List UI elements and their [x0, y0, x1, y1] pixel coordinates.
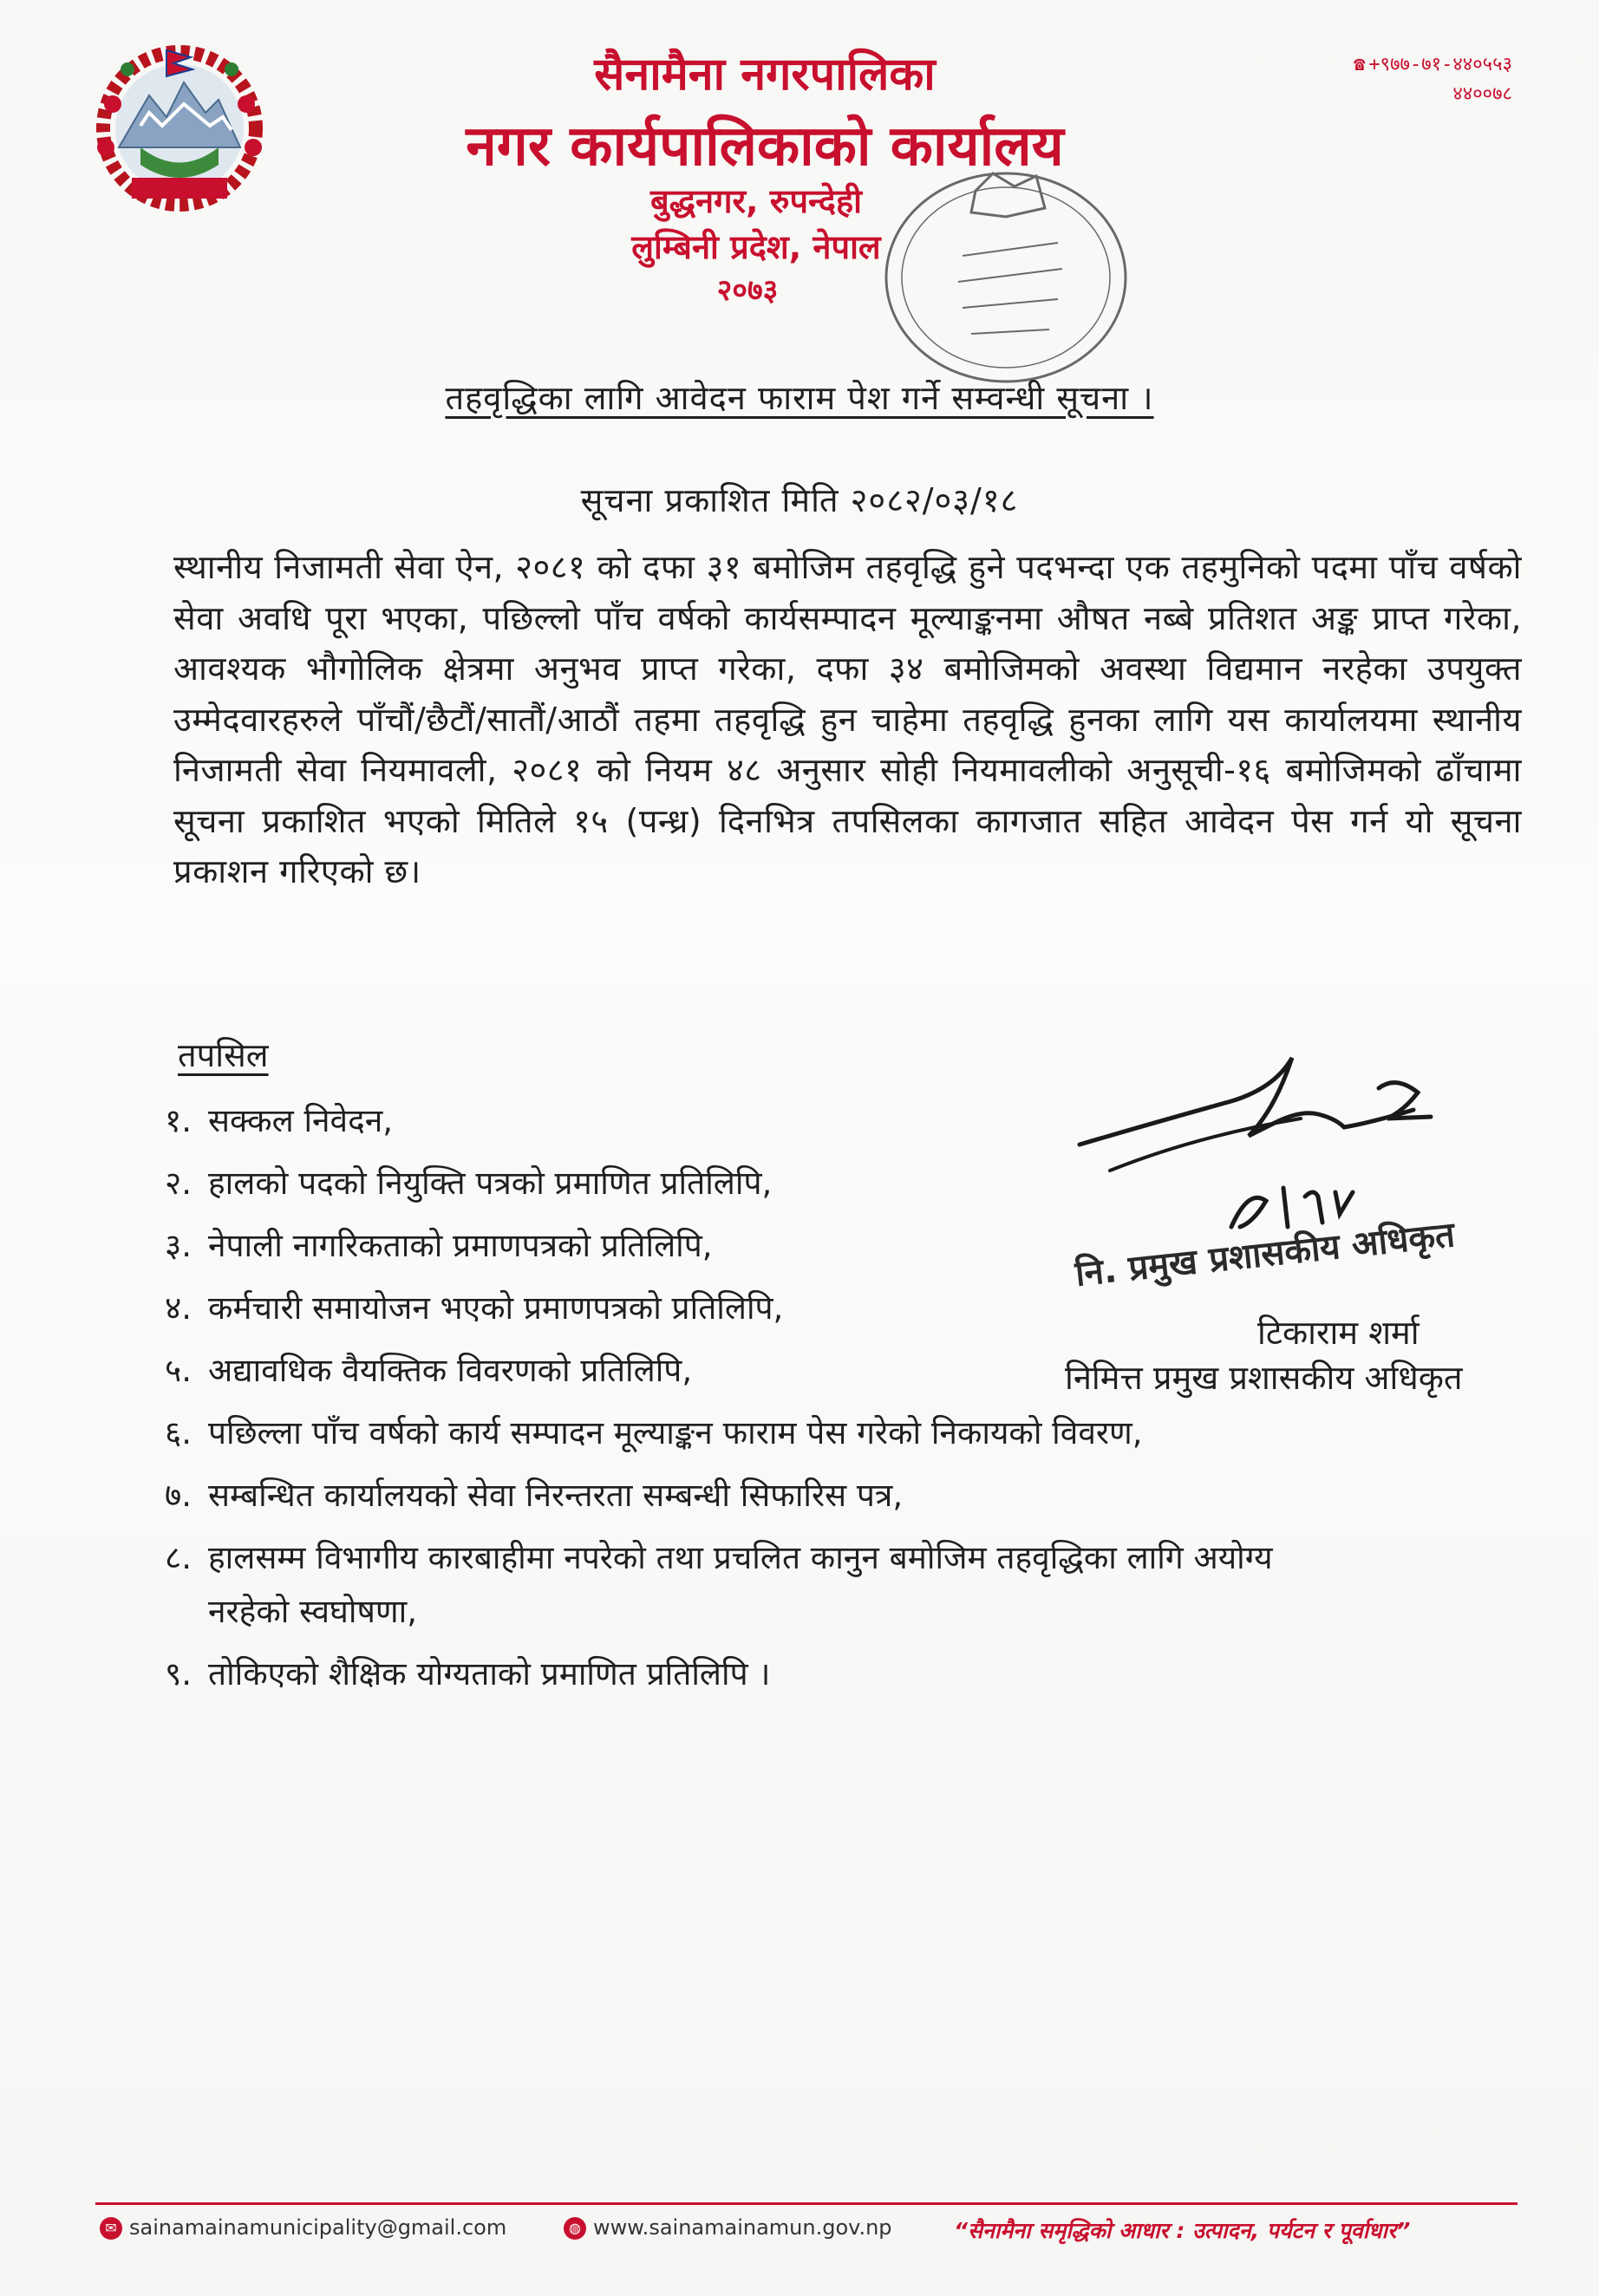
notice-subject: तहवृद्धिका लागि आवेदन फाराम पेश गर्ने सम्वन्धी सूचना ।: [445, 379, 1154, 417]
phone-block: [1354, 50, 1512, 109]
municipality-name: सैनामैना नगरपालिका: [594, 49, 936, 101]
footer-slogan: “सैनामैना समृद्धिको आधार : उत्पादन, पर्यटन र पूर्वाधार”: [954, 2218, 1411, 2243]
list-item: ७. सम्बन्धित कार्यालयको सेवा निरन्तरता सम्बन्धी सिफारिस पत्र,: [165, 1477, 904, 1514]
telephone-icon: ☎: [1354, 54, 1366, 75]
office-province: लुम्बिनी प्रदेश, नेपाल: [631, 228, 881, 266]
annex-heading: तपसिल: [178, 1036, 269, 1074]
list-item: ९. तोकिएको शैक्षिक योग्यताको प्रमाणित प्रतिलिपि ।: [165, 1655, 771, 1693]
office-stamp: [876, 160, 1136, 395]
office-name: नगर कार्यपालिकाको कार्यालय: [466, 114, 1064, 179]
footer-divider: [95, 2202, 1517, 2205]
signatory-title: निमित्त प्रमुख प्रशासकीय अधिकृत: [1065, 1359, 1463, 1397]
globe-icon: ◍: [564, 2217, 586, 2240]
signatory-seal-title: नि. प्रमुख प्रशासकीय अधिकृत: [1073, 1215, 1457, 1295]
office-address: बुद्धनगर, रुपन्देही: [650, 182, 862, 220]
list-item: ६. पछिल्ला पाँच वर्षको कार्य सम्पादन मूल्याङ्कन फाराम पेस गरेको निकायको विवरण,: [165, 1414, 1143, 1451]
established-year: २०७३: [716, 273, 779, 308]
footer-website: [564, 2215, 892, 2240]
signatory-name: टिकाराम शर्मा: [1257, 1314, 1420, 1352]
list-item: १. सक्कल निवेदन,: [165, 1102, 394, 1139]
list-item: ५. अद्यावधिक वैयक्तिक विवरणको प्रतिलिपि,: [165, 1352, 693, 1389]
phone-number-1: +९७७-७१-४४०५५३: [1368, 54, 1512, 75]
phone-number-2: ४४००७८: [1452, 83, 1512, 105]
footer-email: [100, 2215, 506, 2240]
website-url: www.sainamainamun.gov.np: [593, 2215, 892, 2240]
list-item: ३. नेपाली नागरिकताको प्रमाणपत्रको प्रतिलिपि,: [165, 1227, 713, 1264]
list-item: ८. हालसम्म विभागीय कारबाहीमा नपरेको तथा प्रचलित कानुन बमोजिम तहवृद्धिका लागि अयोग्य नरहेको स्वघोषणा,: [165, 1539, 1273, 1630]
notice-body: स्थानीय निजामती सेवा ऐन, २०८१ को दफा ३१ बमोजिम तहवृद्धि हुने पदभन्दा एक तहमुनिको पदमा पाँच वर्षको सेवा अवधि पूरा भएका, पछिल्लो पाँच वर्षको कार्यसम्पादन मूल्याङ्कनमा औषत नब्बे प्रतिशत अङ्क प्राप्त गरेका, आवश्यक भौगोलिक क्षेत्रमा अनुभव प्राप्त गरेका, दफा ३४ बमोजिमको अवस्था विद्यमान नरहेका उपयुक्त उम्मेदवारहरुले पाँचौं/छैटौं/सातौं/आठौं तहमा तहवृद्धि हुन चाहेमा तहवृद्धि हुनका लागि यस कार्यालयमा स्थानीय निजामती सेवा नियमावली, २०८१ को नियम ४८ अनुसार सोही नियमावलीको अनुसूची-१६ बमोजिमको ढाँचामा सूचना प्रकाशित भएको मितिले १५ (पन्ध्र) दिनभित्र तपसिलका कागजात सहित आवेदन पेस गर्न यो सूचना प्रकाशन गरिएको छ।: [173, 548, 1522, 890]
email-address: sainamainamunicipality@gmail.com: [129, 2215, 507, 2240]
published-date: सूचना प्रकाशित मिति २०८२/०३/१८: [580, 481, 1019, 519]
email-icon: ✉: [100, 2217, 122, 2240]
list-item: २. हालको पदको नियुक्ति पत्रको प्रमाणित प्रतिलिपि,: [165, 1164, 773, 1202]
list-item: ४. कर्मचारी समायोजन भएको प्रमाणपत्रको प्रतिलिपि,: [165, 1289, 784, 1327]
